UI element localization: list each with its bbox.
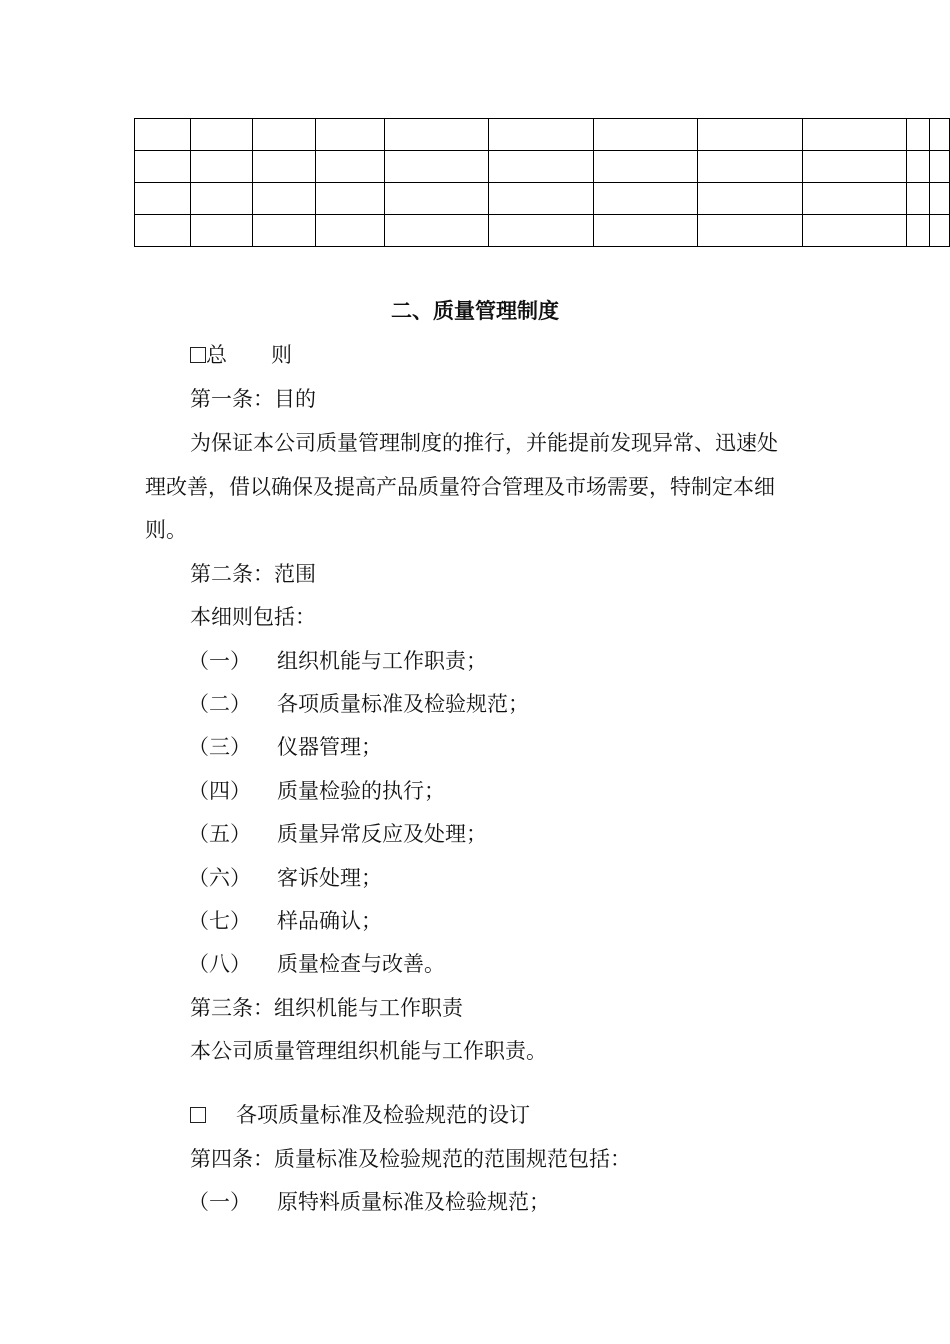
section-2-title-text: 各项质量标准及检验规范的设订 xyxy=(236,1103,530,1127)
article-2-intro: 本细则包括： xyxy=(190,605,316,629)
list-item-text: 质量检查与改善。 xyxy=(277,952,445,976)
section-title-part-2: 则 xyxy=(271,343,292,367)
table-cell xyxy=(190,119,252,151)
article-4-title: 第四条：质量标准及检验规范的范围规范包括： xyxy=(190,1147,631,1171)
empty-table xyxy=(134,118,950,247)
table-cell xyxy=(489,151,593,183)
list-item-text: 仪器管理； xyxy=(277,735,382,759)
table-cell xyxy=(698,183,802,215)
table-cell xyxy=(135,215,191,247)
table-cell xyxy=(802,183,906,215)
list-item xyxy=(188,868,382,889)
table-cell xyxy=(190,183,252,215)
list-item xyxy=(188,694,529,715)
article-1-paragraph-line-1: 为保证本公司质量管理制度的推行，并能提前发现异常、迅速处 xyxy=(190,431,778,455)
table-cell xyxy=(489,183,593,215)
section-standards-title xyxy=(190,1105,530,1126)
article-1-title: 第一条：目的 xyxy=(190,387,316,411)
list-item-text: 质量异常反应及处理； xyxy=(277,822,487,846)
table-cell xyxy=(593,183,697,215)
table-cell xyxy=(593,119,697,151)
section-title-part-1: 总 xyxy=(206,343,227,367)
article-2-title: 第二条：范围 xyxy=(190,562,316,586)
list-item-number: （四） xyxy=(188,779,251,803)
table-cell xyxy=(135,183,191,215)
table-cell xyxy=(315,215,384,247)
table-cell xyxy=(698,119,802,151)
table-cell xyxy=(315,151,384,183)
checkbox-square-icon xyxy=(190,347,206,363)
list-item-number: （一） xyxy=(188,1190,251,1214)
list-item-number: （八） xyxy=(188,952,251,976)
table-cell xyxy=(930,215,950,247)
table-cell xyxy=(906,215,929,247)
checkbox-square-icon xyxy=(190,1107,206,1123)
table-cell xyxy=(384,183,488,215)
list-item-number: （七） xyxy=(188,909,251,933)
table-row xyxy=(135,151,950,183)
table-cell xyxy=(489,215,593,247)
table-cell xyxy=(930,151,950,183)
list-item xyxy=(188,781,445,802)
list-item-number: （二） xyxy=(188,692,251,716)
table-cell xyxy=(930,183,950,215)
table-cell xyxy=(315,119,384,151)
table-cell xyxy=(253,151,315,183)
table-cell xyxy=(253,119,315,151)
table-cell xyxy=(802,119,906,151)
table-cell xyxy=(593,215,697,247)
table-cell xyxy=(253,183,315,215)
list-item xyxy=(188,737,382,758)
list-item-number: （六） xyxy=(188,866,251,890)
article-1-paragraph-line-2: 理改善，借以确保及提高产品质量符合管理及市场需要，特制定本细 xyxy=(145,475,775,499)
list-item-number: （一） xyxy=(188,649,251,673)
table-row xyxy=(135,183,950,215)
table-cell xyxy=(253,215,315,247)
list-item-number: （三） xyxy=(188,735,251,759)
list-item-text: 各项质量标准及检验规范； xyxy=(277,692,529,716)
table-cell xyxy=(135,151,191,183)
table-cell xyxy=(906,119,929,151)
table-cell xyxy=(384,215,488,247)
list-item-text: 客诉处理； xyxy=(277,866,382,890)
article-1-paragraph-line-3: 则。 xyxy=(145,518,187,542)
table-cell xyxy=(906,183,929,215)
list-item-text: 组织机能与工作职责； xyxy=(277,649,487,673)
list-item-text: 样品确认； xyxy=(277,909,382,933)
table-row xyxy=(135,119,950,151)
list-item-text: 质量检验的执行； xyxy=(277,779,445,803)
table-cell xyxy=(906,151,929,183)
article-3-title: 第三条：组织机能与工作职责 xyxy=(190,996,463,1020)
table-cell xyxy=(315,183,384,215)
table-cell xyxy=(384,119,488,151)
table-cell xyxy=(930,119,950,151)
table-cell xyxy=(190,151,252,183)
table-cell xyxy=(135,119,191,151)
table-cell xyxy=(190,215,252,247)
table-cell xyxy=(593,151,697,183)
table-cell xyxy=(802,151,906,183)
list-item-text: 原特料质量标准及检验规范； xyxy=(277,1190,550,1214)
list-item xyxy=(188,824,487,845)
list-item xyxy=(188,954,445,975)
list-item xyxy=(188,911,382,932)
section-heading: 二、质量管理制度 xyxy=(391,298,559,323)
section-general-title xyxy=(190,345,292,366)
list-item xyxy=(188,651,487,672)
table-cell xyxy=(489,119,593,151)
article-3-paragraph: 本公司质量管理组织机能与工作职责。 xyxy=(190,1039,547,1063)
table-row xyxy=(135,215,950,247)
list-item-number: （五） xyxy=(188,822,251,846)
table-cell xyxy=(384,151,488,183)
table-cell xyxy=(802,215,906,247)
table-cell xyxy=(698,151,802,183)
list-item xyxy=(188,1192,550,1213)
table-cell xyxy=(698,215,802,247)
